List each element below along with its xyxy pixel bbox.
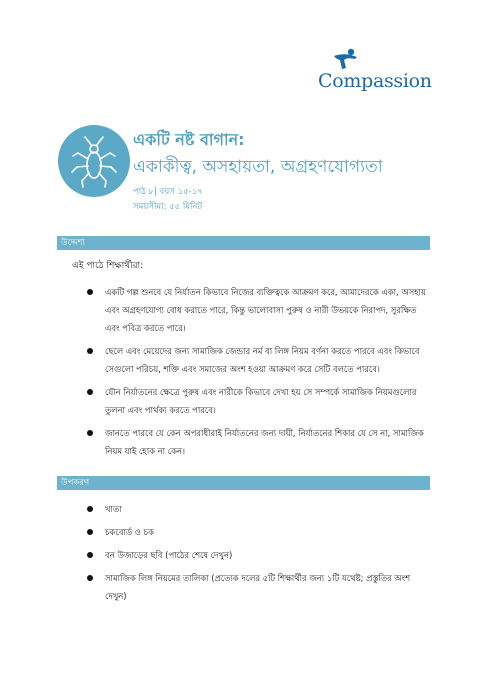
bullet-icon — [87, 506, 93, 512]
logo-text: Compassion — [318, 70, 432, 92]
list-item-text: যৌন নির্যাতনের ক্ষেত্রে পুরুষ এবং নারীকে কিভাবে দেখা হয় সে সম্পর্কে সামাজিক নিয়মগুলোর তুলনা এবং পার্থক্য করতে পারবে। — [105, 387, 417, 415]
list-item-text: একটি গল্প শুনবে যে নির্যাতন কিভাবে নিজের ব্যক্তিত্বকে আক্রমণ করে, আমাদেরকে একা, অসহায় এবং অগ্রহণযোগ্য বোধ করাতে পারে, কিন্তু ভালোবাসা পুরুষ ও নারী উভয়কে নিরাপদ, সুরক্ষিত এবং পবিত্র করতে পারে। — [105, 287, 426, 333]
lesson-badge — [58, 125, 130, 197]
objectives-list — [87, 283, 432, 465]
bullet-icon — [87, 389, 93, 395]
bullet-icon — [87, 348, 93, 354]
list-item-text: সামাজিক লিঙ্গ নিয়মের তালিকা (প্রত্যেক দলের ৫টি শিক্ষার্থীর জন্য ১টি যথেষ্ট; প্রস্তুতির অংশ দেখুন) — [105, 573, 411, 601]
bullet-icon — [87, 552, 93, 558]
list-item-text: চকবোর্ড ও চক — [105, 527, 154, 537]
bullet-icon — [87, 529, 93, 535]
list-item — [87, 342, 432, 378]
lesson-title: একটি নষ্ট বাগান: — [133, 130, 245, 149]
list-item-text: ছেলে এবং মেয়েদের জন্য সামাজিক জেন্ডার নর্ম বা লিঙ্গ নিয়ম বর্ণনা করতে পারবে এবং কিভাবে সেগুলো পরিচয়, শক্তি এবং সমাজের অংশ হওয়া আক্রমণ করে সেটি বলতে পারবে। — [105, 346, 420, 374]
list-item — [87, 500, 432, 518]
list-item-text: বন উজাড়ের ছবি (পাঠের শেষে দেখুন) — [105, 550, 233, 560]
list-item — [87, 283, 432, 337]
compassion-logo — [318, 48, 436, 98]
compassion-figure-icon — [331, 48, 361, 70]
materials-heading: উপকরণ — [57, 476, 430, 490]
list-item — [87, 523, 432, 541]
objectives-heading: উদ্দেশ্য — [57, 236, 430, 250]
list-item — [87, 569, 432, 605]
bullet-icon — [87, 289, 93, 295]
list-item — [87, 383, 432, 419]
list-item-text: জানতে পারবে যে কেন অপরাধীরাই নির্যাতনের জন্য দায়ী, নির্যাতনের শিকার যে সে না, সামাজিক নিয়ম যাই হোক না কেন। — [105, 428, 424, 456]
bullet-icon — [87, 575, 93, 581]
objectives-intro: এই পাঠে শিক্ষার্থীরা: — [72, 261, 144, 271]
materials-list — [87, 500, 432, 610]
bullet-icon — [87, 430, 93, 436]
lesson-age: পাঠ ৮| বয়স ১৫-১৭ — [133, 187, 203, 197]
lesson-subtitle: একাকীত্ব, অসহায়তা, অগ্রহণযোগ্যতা — [133, 157, 383, 177]
list-item — [87, 424, 432, 460]
lesson-duration: সময়সীমা: ৫৫ মিনিট — [133, 202, 203, 212]
insect-icon — [58, 125, 130, 197]
list-item — [87, 546, 432, 564]
list-item-text: খাতা — [105, 504, 122, 514]
